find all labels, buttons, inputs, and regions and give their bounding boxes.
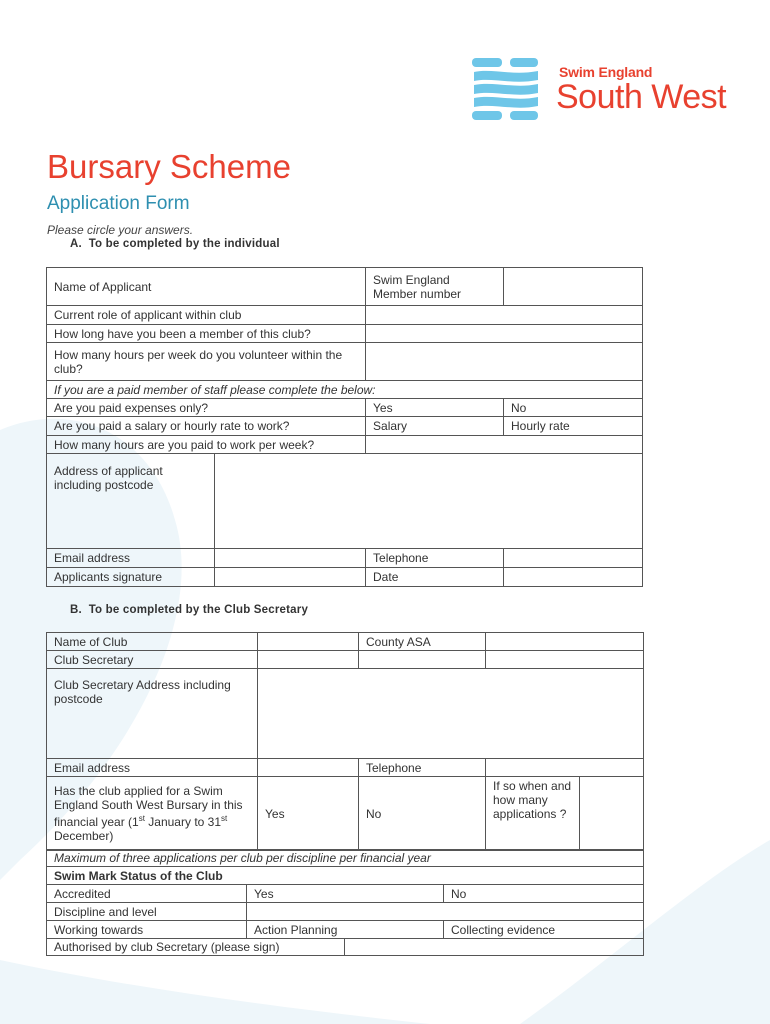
- authorised-signature-label: Authorised by club Secretary (please sign): [47, 939, 345, 956]
- membership-length-field[interactable]: [366, 325, 643, 343]
- telephone-label: Telephone: [366, 549, 504, 568]
- member-number-label: Swim England Member number: [366, 268, 504, 306]
- table-row: [47, 343, 643, 381]
- signature-label: Applicants signature: [47, 568, 215, 587]
- secretary-address-field[interactable]: [258, 669, 644, 759]
- max-applications-note: Maximum of three applications per club per discipline per financial year: [47, 850, 644, 867]
- paid-hours-label: How many hours are you paid to work per week?: [47, 436, 366, 454]
- swim-england-logo-icon: [472, 58, 542, 120]
- secretary-email-field[interactable]: [258, 759, 359, 777]
- paid-staff-note: If you are a paid member of staff please complete the below:: [47, 381, 643, 399]
- club-secretary-label: Club Secretary: [47, 651, 258, 669]
- expenses-label: Are you paid expenses only?: [47, 399, 366, 417]
- table-row: [47, 867, 644, 885]
- table-row: [47, 885, 644, 903]
- table-row: [47, 903, 644, 921]
- signature-field[interactable]: [215, 568, 366, 587]
- table-row: [47, 549, 643, 568]
- swim-mark-heading: Swim Mark Status of the Club: [47, 867, 644, 885]
- applications-when-field[interactable]: [580, 777, 644, 851]
- table-row: [47, 325, 643, 343]
- table-row: [47, 850, 644, 867]
- table-row: [47, 268, 643, 306]
- table-row: [47, 568, 643, 587]
- working-towards-label: Working towards: [47, 921, 247, 939]
- table-row: [47, 454, 643, 549]
- current-role-label: Current role of applicant within club: [47, 306, 366, 325]
- salary-option[interactable]: Salary: [366, 417, 504, 436]
- table-row: [47, 381, 643, 399]
- table-row: [47, 399, 643, 417]
- discipline-level-field[interactable]: [247, 903, 644, 921]
- section-b-heading: B. To be completed by the Club Secretary: [70, 604, 309, 616]
- logo-bottom-text: South West: [556, 78, 727, 116]
- county-asa-field[interactable]: [486, 633, 644, 651]
- table-row: [47, 759, 644, 777]
- table-row: [47, 417, 643, 436]
- swim-mark-table: [46, 849, 644, 956]
- table-row: [47, 669, 644, 759]
- expenses-no-option[interactable]: No: [504, 399, 643, 417]
- page-title: Bursary Scheme: [47, 148, 291, 185]
- previous-bursary-yes-option[interactable]: Yes: [258, 777, 359, 851]
- table-row: [47, 651, 644, 669]
- action-planning-option[interactable]: Action Planning: [247, 921, 444, 939]
- current-role-field[interactable]: [366, 306, 643, 325]
- secretary-telephone-field[interactable]: [486, 759, 644, 777]
- membership-length-label: How long have you been a member of this club?: [47, 325, 366, 343]
- logo-top-text: Swim England: [559, 64, 653, 80]
- previous-bursary-no-option[interactable]: No: [359, 777, 486, 851]
- applicant-address-field[interactable]: [215, 454, 643, 549]
- club-secretary-field-2[interactable]: [359, 651, 486, 669]
- member-number-field[interactable]: [504, 268, 643, 306]
- discipline-level-label: Discipline and level: [47, 903, 247, 921]
- email-field[interactable]: [215, 549, 366, 568]
- table-row: [47, 921, 644, 939]
- club-secretary-field-3[interactable]: [486, 651, 644, 669]
- authorised-signature-field[interactable]: [345, 939, 644, 956]
- collecting-evidence-option[interactable]: Collecting evidence: [444, 921, 644, 939]
- date-field[interactable]: [504, 568, 643, 587]
- volunteer-hours-field[interactable]: [366, 343, 643, 381]
- date-label: Date: [366, 568, 504, 587]
- accredited-no-option[interactable]: No: [444, 885, 644, 903]
- secretary-address-label: Club Secretary Address including postcode: [47, 669, 258, 759]
- club-secretary-table: [46, 632, 644, 851]
- page-subtitle: Application Form: [47, 193, 190, 214]
- secretary-telephone-label: Telephone: [359, 759, 486, 777]
- swim-england-logo: [472, 58, 764, 120]
- accredited-yes-option[interactable]: Yes: [247, 885, 444, 903]
- table-row: [47, 306, 643, 325]
- email-label: Email address: [47, 549, 215, 568]
- club-secretary-field[interactable]: [258, 651, 359, 669]
- previous-bursary-question: Has the club applied for a Swim England South West Bursary in this financial year (1st January to 31st December): [47, 777, 258, 851]
- applications-when-label: If so when and how many applications ?: [486, 777, 580, 851]
- secretary-email-label: Email address: [47, 759, 258, 777]
- section-a-heading: A. To be completed by the individual: [70, 238, 280, 250]
- instruction-text: Please circle your answers.: [47, 223, 194, 237]
- hourly-rate-option[interactable]: Hourly rate: [504, 417, 643, 436]
- table-row: [47, 633, 644, 651]
- expenses-yes-option[interactable]: Yes: [366, 399, 504, 417]
- telephone-field[interactable]: [504, 549, 643, 568]
- volunteer-hours-label: How many hours per week do you volunteer within the club?: [47, 343, 366, 381]
- table-row: [47, 939, 644, 956]
- applicant-name-label: Name of Applicant: [47, 268, 366, 306]
- paid-hours-field[interactable]: [366, 436, 643, 454]
- individual-form-table: [46, 267, 643, 587]
- salary-question-label: Are you paid a salary or hourly rate to work?: [47, 417, 366, 436]
- club-name-label: Name of Club: [47, 633, 258, 651]
- table-row: [47, 436, 643, 454]
- county-asa-label: County ASA: [359, 633, 486, 651]
- table-row: [47, 777, 644, 851]
- accredited-label: Accredited: [47, 885, 247, 903]
- applicant-address-label: Address of applicant including postcode: [47, 454, 215, 549]
- club-name-field[interactable]: [258, 633, 359, 651]
